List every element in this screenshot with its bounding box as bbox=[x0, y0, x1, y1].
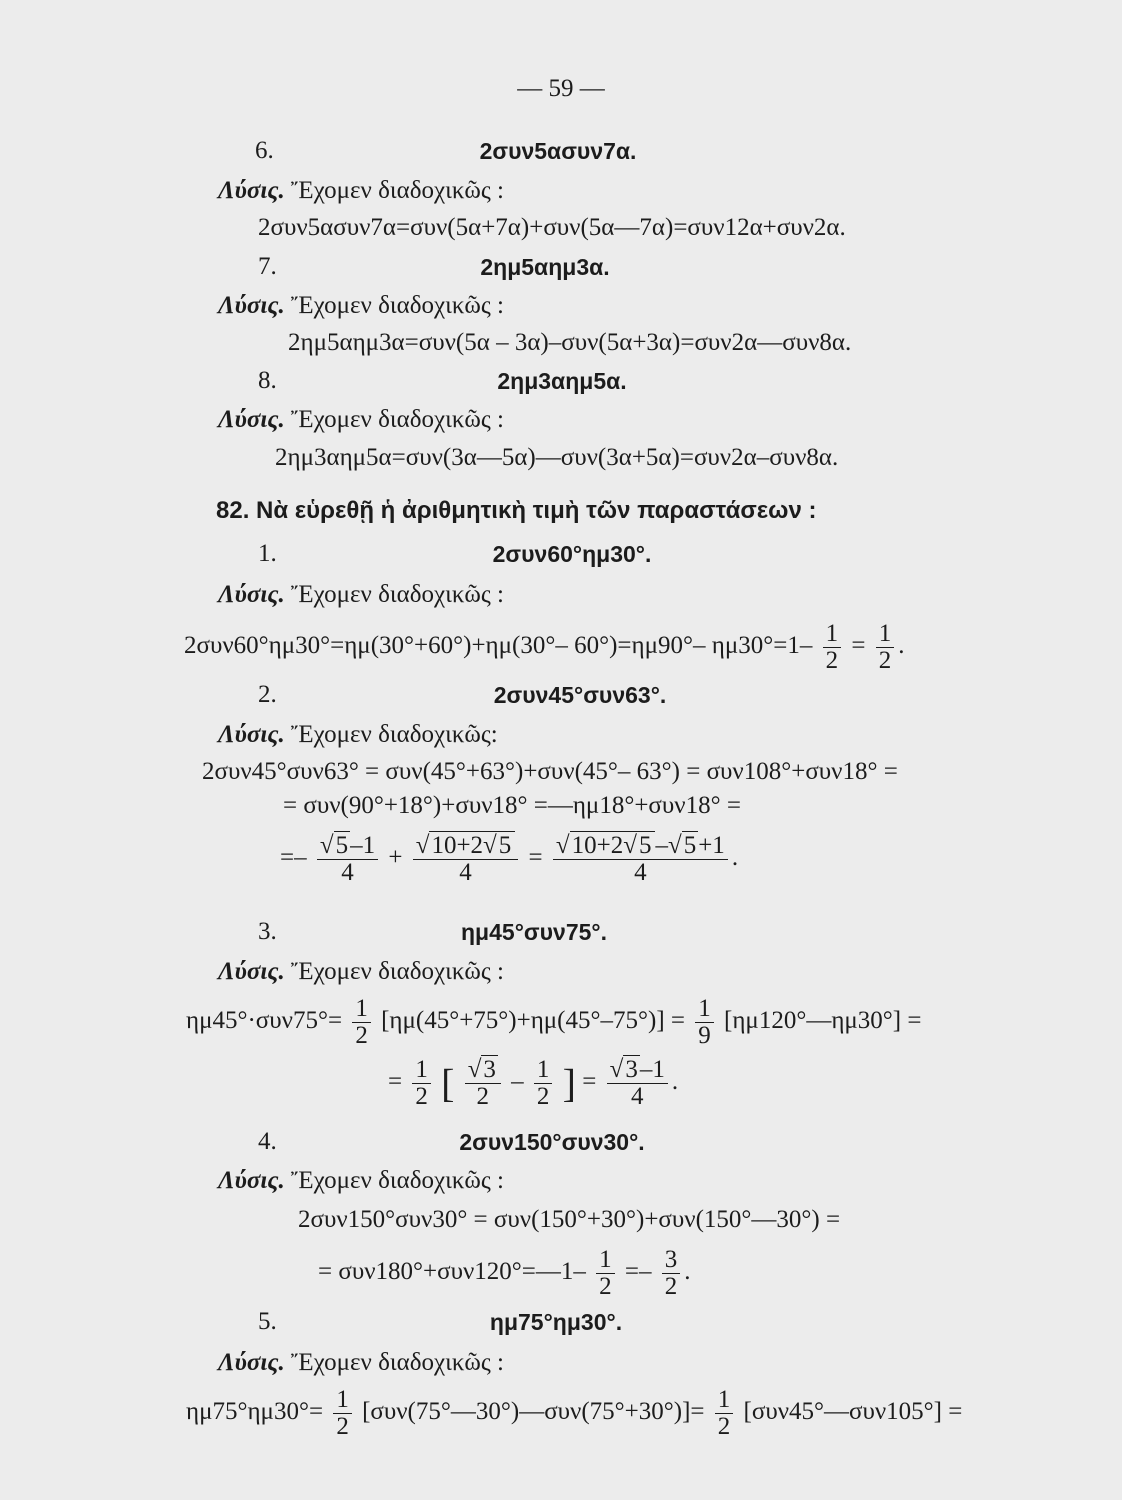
fraction: $\frac{1}{9}$ bbox=[695, 996, 714, 1049]
solution-label: Λύσις. bbox=[218, 1349, 285, 1376]
solution-intro: Ἔχομεν διαδοχικῶς : bbox=[291, 581, 504, 608]
fraction: $\frac{1}{2}$ bbox=[333, 1387, 352, 1440]
fraction: $\frac{1}{2}$ bbox=[412, 1057, 431, 1110]
fraction: $\frac{1}{2}$ bbox=[534, 1057, 553, 1110]
solution-line bbox=[218, 1348, 504, 1378]
solution-label: Λύσις. bbox=[218, 177, 285, 204]
problem-number: 5. bbox=[258, 1308, 277, 1335]
solution-intro: Ἔχομεν διαδοχικῶς : bbox=[291, 292, 504, 319]
solution-intro: Ἔχομεν διαδοχικῶς : bbox=[291, 1167, 504, 1194]
problem-number: 2. bbox=[258, 681, 277, 708]
solution-intro: Ἔχομεν διαδοχικῶς: bbox=[291, 721, 498, 748]
problem-number: 1. bbox=[258, 540, 277, 567]
fraction: $\frac{1}{2}$ bbox=[715, 1387, 734, 1440]
solution-label: Λύσις. bbox=[218, 721, 285, 748]
solution-label: Λύσις. bbox=[218, 292, 285, 319]
equation: = $\frac{1}{2}$ [ $\frac{√3}{2}$ – $\frac{1}{2}$ ] = $\frac{√3-1}{4}$ . bbox=[388, 1055, 679, 1110]
solution-line bbox=[218, 291, 504, 321]
fraction: $\frac{1}{2}$ bbox=[352, 996, 371, 1049]
solution-intro: Ἔχομεν διαδοχικῶς : bbox=[291, 1349, 504, 1376]
solution-intro: Ἔχομεν διαδοχικῶς : bbox=[291, 177, 504, 204]
problem-number: 4. bbox=[258, 1128, 277, 1155]
equation: = συν180°+συν120°=—1– $\frac{1}{2}$ =– $\frac{3}{2}$ . bbox=[318, 1245, 691, 1300]
fraction: $\frac{1}{2}$ bbox=[823, 621, 842, 674]
equation: ημ75°ημ30°= $\frac{1}{2}$ [συν(75°—30°)—συν(75°+30°)]= $\frac{1}{2}$ [συν45°—συν105°] = bbox=[186, 1385, 963, 1440]
equation: 2συν150°συν30° = συν(150°+30°)+συν(150°—30°) = bbox=[298, 1206, 841, 1233]
equation: =– $\frac{√5-1}{4}$ + $\frac{√10+2√5}{4}$ = $\frac{√10+2√5 -√5+1}{4}$ . bbox=[280, 831, 739, 886]
solution-label: Λύσις. bbox=[218, 406, 285, 433]
equation: = συν(90°+18°)+συν18° =—ημ18°+συν18° = bbox=[283, 792, 741, 819]
problem-number: 6. bbox=[255, 137, 274, 164]
problem-title: 2ημ3αημ5α. bbox=[497, 368, 627, 394]
solution-intro: Ἔχομεν διαδοχικῶς : bbox=[291, 958, 504, 985]
equation: 2ημ5αημ3α=συν(5α – 3α)–συν(5α+3α)=συν2α—συν8α. bbox=[288, 329, 852, 356]
problem-title: 2συν150°συν30°. bbox=[459, 1129, 645, 1155]
solution-label: Λύσις. bbox=[218, 958, 285, 985]
section-heading: 82. Νὰ εὑρεθῇ ἡ ἀριθμητικὴ τιμὴ τῶν παραστάσεων : bbox=[216, 497, 817, 524]
fraction: $\frac{1}{2}$ bbox=[876, 621, 895, 674]
problem-title: 2συν45°συν63°. bbox=[493, 682, 667, 708]
equation: 2συν45°συν63° = συν(45°+63°)+συν(45°– 63°) = συν108°+συν18° = bbox=[202, 758, 898, 785]
equation: ημ45°·συν75°= $\frac{1}{2}$ [ημ(45°+75°)+ημ(45°–75°)] = $\frac{1}{9}$ [ημ120°—ημ30°] = bbox=[186, 994, 922, 1049]
problem-number: 3. bbox=[258, 918, 277, 945]
solution-line bbox=[218, 176, 504, 206]
problem-title: ημ75°ημ30°. bbox=[489, 1309, 623, 1335]
equation: 2συν60°ημ30°=ημ(30°+60°)+ημ(30°– 60°)=ημ90°– ημ30°=1– $\frac{1}{2}$ = $\frac{1}{2}$ . bbox=[184, 619, 905, 674]
problem-title: 2συν5ασυν7α. bbox=[479, 138, 637, 164]
problem-title: 2ημ5αημ3α. bbox=[480, 254, 610, 280]
page-number: — 59 — bbox=[517, 75, 605, 102]
fraction: $\frac{3}{2}$ bbox=[662, 1247, 681, 1300]
solution-label: Λύσις. bbox=[218, 1167, 285, 1194]
fraction: $\frac{√3-1}{4}$ bbox=[607, 1057, 668, 1110]
solution-intro: Ἔχομεν διαδοχικῶς : bbox=[291, 406, 504, 433]
fraction: $\frac{√10+2√5}{4}$ bbox=[413, 833, 519, 886]
problem-number: 8. bbox=[258, 367, 277, 394]
solution-line bbox=[218, 580, 504, 610]
problem-title: ημ45°συν75°. bbox=[461, 919, 607, 945]
fraction: $\frac{√10+2√5 -√5+1}{4}$ bbox=[553, 833, 728, 886]
problem-number: 7. bbox=[258, 253, 277, 280]
fraction: $\frac{√5-1}{4}$ bbox=[317, 833, 378, 886]
equation: 2συν5ασυν7α=συν(5α+7α)+συν(5α—7α)=συν12α+συν2α. bbox=[258, 214, 846, 241]
fraction: $\frac{√3}{2}$ bbox=[465, 1057, 501, 1110]
problem-title: 2συν60°ημ30°. bbox=[492, 541, 652, 567]
solution-line bbox=[218, 1166, 504, 1196]
solution-line bbox=[218, 405, 504, 435]
solution-line bbox=[218, 957, 504, 987]
solution-label: Λύσις. bbox=[218, 581, 285, 608]
equation: 2ημ3αημ5α=συν(3α—5α)—συν(3α+5α)=συν2α–συν8α. bbox=[275, 444, 839, 471]
fraction: $\frac{1}{2}$ bbox=[596, 1247, 615, 1300]
solution-line bbox=[218, 720, 498, 750]
